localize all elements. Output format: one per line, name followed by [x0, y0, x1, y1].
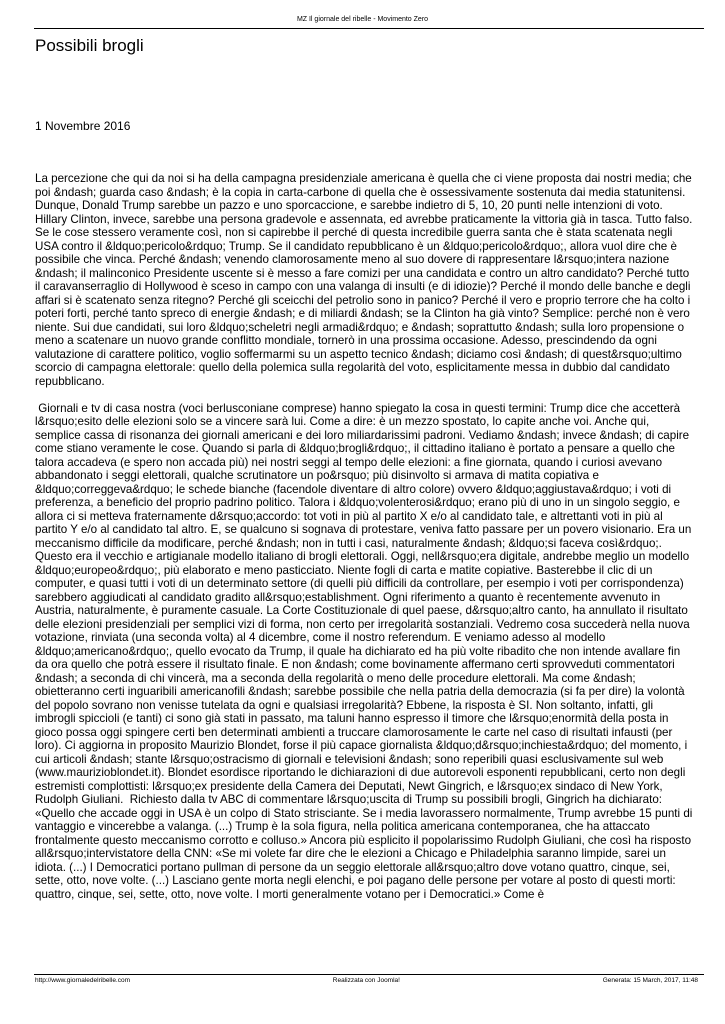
- footer-divider: [34, 974, 704, 975]
- footer-generated-date: Generata: 15 March, 2017, 11:48: [602, 977, 698, 984]
- page-footer: [35, 977, 698, 984]
- article-paragraph: La percezione che qui da noi si ha della campagna presidenziale americana è quella che ci viene proposta dai nostri media; che poi &ndash; guarda caso &ndash; è la copia in carta-carbone di quella che è ossessivamente sostenuta dai media statunitensi. Dunque, Donald Trump sarebbe un pazzo e uno sporcaccione, e sarebbe indietro di 5, 10, 20 punti nelle intenzioni di voto. Hillary Clinton, invece, sarebbe una persona gradevole e assennata, ed avrebbe praticamente la vittoria già in tasca. Tutto falso. Se le cose stessero veramente così, non si capirebbe il perché di questa incredibile guerra santa che è stata scatenata negli USA contro il &ldquo;pericolo&rdquo; Trump. Se il candidato repubblicano è un &ldquo;pericolo&rdquo;, allora vuol dire che è possibile che vinca. Perché &ndash; venendo clamorosamente meno al suo dovere di rappresentare l&rsquo;intera nazione &ndash; il malinconico Presidente uscente si è messo a fare comizi per una candidata e contro un altro candidato? Perché tutto il caravanserraglio di Hollywood è sceso in campo con una valanga di insulti (e di idiozie)? Perché il mondo delle banche e degli affari si è scatenato senza ritegno? Perché gli sceicchi del petrolio sono in panico? Perché il vero e proprio terrore che ha colto i poteri forti, perché tanto spreco di energie &ndash; e di miliardi &ndash; se la Clinton ha già vinto? Semplice: perché non è vero niente. Sui due candidati, sui loro &ldquo;scheletri negli armadi&rdquo; e &ndash; soprattutto &ndash; sulla loro propensione o meno a scatenare un nuovo grande conflitto mondiale, tornerò in una prossima occasione. Adesso, prescindendo da ogni valutazione di carattere politico, voglio soffermarmi su un aspetto tecnico &ndash; diciamo così &ndash; di quest&rsquo;ultimo scorcio di campagna elettorale: quello della polemica sulla regolarità del voto, esplicitamente messa in dubbio dal candidato repubblicano.: [35, 172, 696, 388]
- article-title: Possibili brogli: [35, 36, 144, 55]
- site-title: MZ Il giornale del ribelle - Movimento Zero: [296, 16, 429, 23]
- article-date: 1 Novembre 2016: [35, 119, 131, 133]
- footer-powered-by: Realizzata con Joomla!: [332, 977, 400, 984]
- article-body: [35, 172, 695, 915]
- article-paragraph: Giornali e tv di casa nostra (voci berlusconiane comprese) hanno spiegato la cosa in questi termini: Trump dice che accetterà l&rsquo;esito delle elezioni solo se a vincere sarà lui. Come a dire: è un mezzo spostato, lo capite anche voi. Anche qui, semplice cassa di risonanza dei giornali americani e dei loro miliardarissimi padroni. Vediamo &ndash; invece &ndash; di capire come stiano veramente le cose. Quando si parla di &ldquo;brogli&rdquo;, il cittadino italiano è portato a pensare a quello che talora accadeva (e spero non accada più) nei nostri seggi al tempo delle elezioni: a fine giornata, quando i curiosi avevano abbandonato i seggi elettorali, qualche scrutinatore un po&rsquo; più disinvolto si armava di matita copiativa e &ldquo;correggeva&rdquo; le schede bianche (facendole diventare di altro colore) ovvero &ldquo;aggiustava&rdquo; i voti di preferenza, a beneficio del proprio padrino politico. Talora i &ldquo;volenterosi&rdquo; erano più di uno in un singolo seggio, e allora ci si metteva fraternamente d&rsquo;accordo: tot voti in più al partito X e/o al candidato tale, e altrettanti voti in più al partito Y e/o al candidato tal altro. E, se qualcuno si sognava di protestare, veniva fatto passare per un povero visionario. Era un meccanismo difficile da modificare, perché &ndash; non in tutti i casi, naturalmente &ndash; &ldquo;si faceva così&rdquo;. Questo era il vecchio e artigianale modello italiano di brogli elettorali. Oggi, nell&rsquo;era digitale, andrebbe meglio un modello &ldquo;europeo&rdquo;, più elaborato e meno pasticciato. Niente fogli di carta e matite copiative. Basterebbe il clic di un computer, e quasi tutti i voti di un determinato settore (di quelli più difficili da controllare, per esempio i voti per corrispondenza) sarebbero aggiudicati al candidato gradito all&rsquo;establishment. Ogni riferimento a quanto è recentemente avvenuto in Austria, naturalmente, è puramente casuale. La Corte Costituzionale di quel paese, d&rsquo;altro canto, ha annullato il risultato delle elezioni presidenziali per semplici vizi di forma, non certo per irregolarità sostanziali. Vedremo cosa succederà nella nuova votazione, rinviata (una seconda volta) al 4 dicembre, come il nostro referendum. E veniamo adesso al modello &ldquo;americano&rdquo;, quello evocato da Trump, il quale ha dichiarato ed ha più volte ribadito che non intende avallare fin da ora quello che potrà essere il risultato finale. E non &ndash; come bovinamente affermano certi sprovveduti commentatori &ndash; a seconda di chi vincerà, ma a seconda della regolarità o meno delle procedure elettorali. Ma come &ndash; obietteranno certi inguaribili americanofili &ndash; sarebbe possibile che nella patria della democrazia (si fa per dire) la volontà del popolo sovrano non venisse tutelata da ogni e qualsiasi irregolarità? Ebbene, la risposta è SI. Non soltanto, infatti, gli imbrogli spiccioli (e tanti) ci sono già stati in passato, ma taluni hanno espresso il timore che l&rsquo;enormità della posta in gioco possa oggi spingere certi ben determinati ambienti a truccare clamorosamente le carte nel caso di risultati infausti (per loro). Ci aggiorna in proposito Maurizio Blondet, forse il più capace giornalista &ldquo;d&rsquo;inchiesta&rdquo; del momento, i cui articoli &ndash; stante l&rsquo;ostracismo di giornali e televisioni &ndash; sono reperibili quasi esclusivamente sul web (www.maurizioblondet.it). Blondet esordisce riportando le dichiarazioni di due autorevoli esponenti repubblicani, certo non degli estremisti complottisti: l&rsquo;ex presidente della Camera dei Deputati, Newt Gingrich, e l&rsquo;ex sindaco di New York, Rudolph Giuliani. Richiesto dalla tv ABC di commentare l&rsquo;uscita di Trump su possibili brogli, Gingrich ha dichiarato: «Quello che accade oggi in USA è un colpo di Stato strisciante. Se i media lavorassero normalmente, Trump avrebbe 15 punti di vantaggio e vincerebbe a valanga. (...) Trump è la sola figura, nella politica americana contemporanea, che ha attaccato frontalmente questo meccanismo corrotto e colluso.» Ancora più esplicito il popolarissimo Rudolph Giuliani, che così ha risposto all&rsquo;intervistatore della CNN: «Se mi volete far dire che le elezioni a Chicago e Philadelphia saranno limpide, sarei un idiota. (...) I Democratici portano pullman di persone da un seggio elettorale all&rsquo;altro dove votano quattro, cinque, sei, sette, otto, nove volte. (...) Lasciano gente morta negli elenchi, e poi pagano delle persone per votare al posto di questi morti: quattro, cinque, sei, sette, otto, nove volte. I morti generalmente votano per i Democratici.» Come è: [35, 401, 696, 901]
- header-divider: [34, 28, 704, 29]
- footer-site-link[interactable]: http://www.giornaledelribelle.com: [35, 977, 131, 984]
